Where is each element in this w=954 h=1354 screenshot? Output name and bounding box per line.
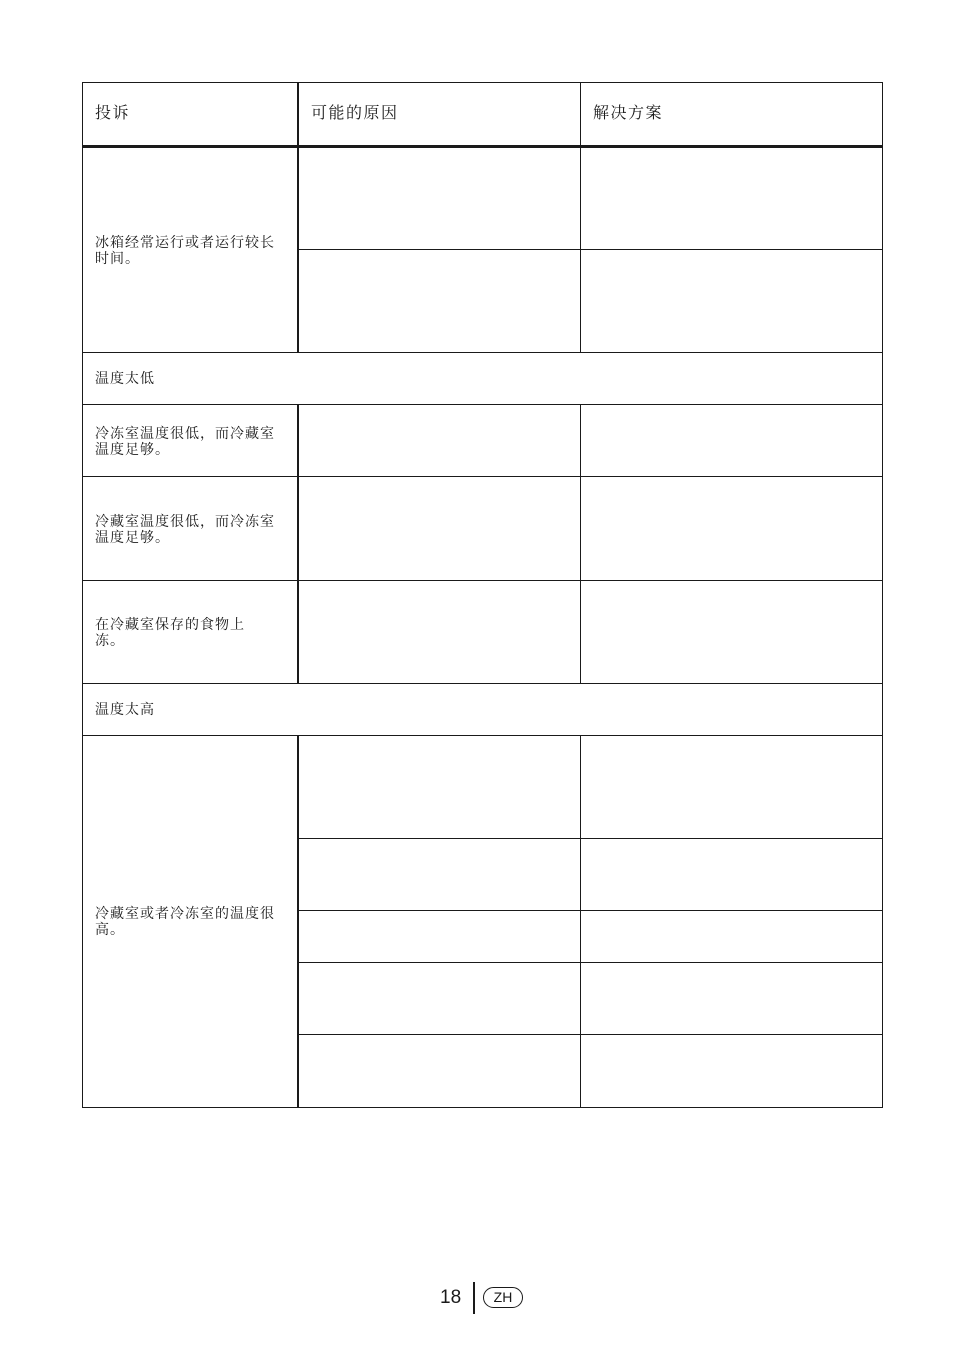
column-divider xyxy=(297,404,299,683)
header-solution: 解决方案 xyxy=(593,103,664,122)
section-temp-too-low: 温度太低 xyxy=(95,371,155,387)
row-divider xyxy=(83,683,882,684)
header-cause: 可能的原因 xyxy=(311,103,399,122)
complaint-freezer-low: 冷冻室温度很低，而冷藏室温度足够。 xyxy=(95,426,275,458)
sub-row-divider xyxy=(297,962,882,963)
complaint-fridge-low: 冷藏室温度很低，而冷冻室温度足够。 xyxy=(95,514,275,546)
column-divider xyxy=(580,735,581,1107)
sub-row-divider xyxy=(297,1034,882,1035)
language-badge: ZH xyxy=(483,1287,523,1308)
row-divider xyxy=(83,735,882,736)
row-divider xyxy=(83,476,882,477)
column-divider xyxy=(580,83,581,352)
complaint-temp-high: 冷藏室或者冷冻室的温度很高。 xyxy=(95,906,275,938)
header-complaint: 投诉 xyxy=(95,103,131,122)
row-divider xyxy=(83,404,882,405)
complaint-runs-long: 冰箱经常运行或者运行较长时间。 xyxy=(95,235,275,267)
row-divider xyxy=(83,352,882,353)
sub-row-divider xyxy=(297,249,882,250)
column-divider xyxy=(580,404,581,683)
troubleshooting-table xyxy=(82,82,883,1108)
column-divider xyxy=(297,735,299,1107)
row-divider xyxy=(83,580,882,581)
page-number: 18 xyxy=(440,1287,462,1308)
header-divider xyxy=(83,145,882,148)
sub-row-divider xyxy=(297,838,882,839)
complaint-food-frozen: 在冷藏室保存的食物上冻。 xyxy=(95,617,245,649)
column-divider xyxy=(297,83,299,352)
section-temp-too-high: 温度太高 xyxy=(95,702,155,718)
sub-row-divider xyxy=(297,910,882,911)
footer-divider xyxy=(473,1282,475,1314)
